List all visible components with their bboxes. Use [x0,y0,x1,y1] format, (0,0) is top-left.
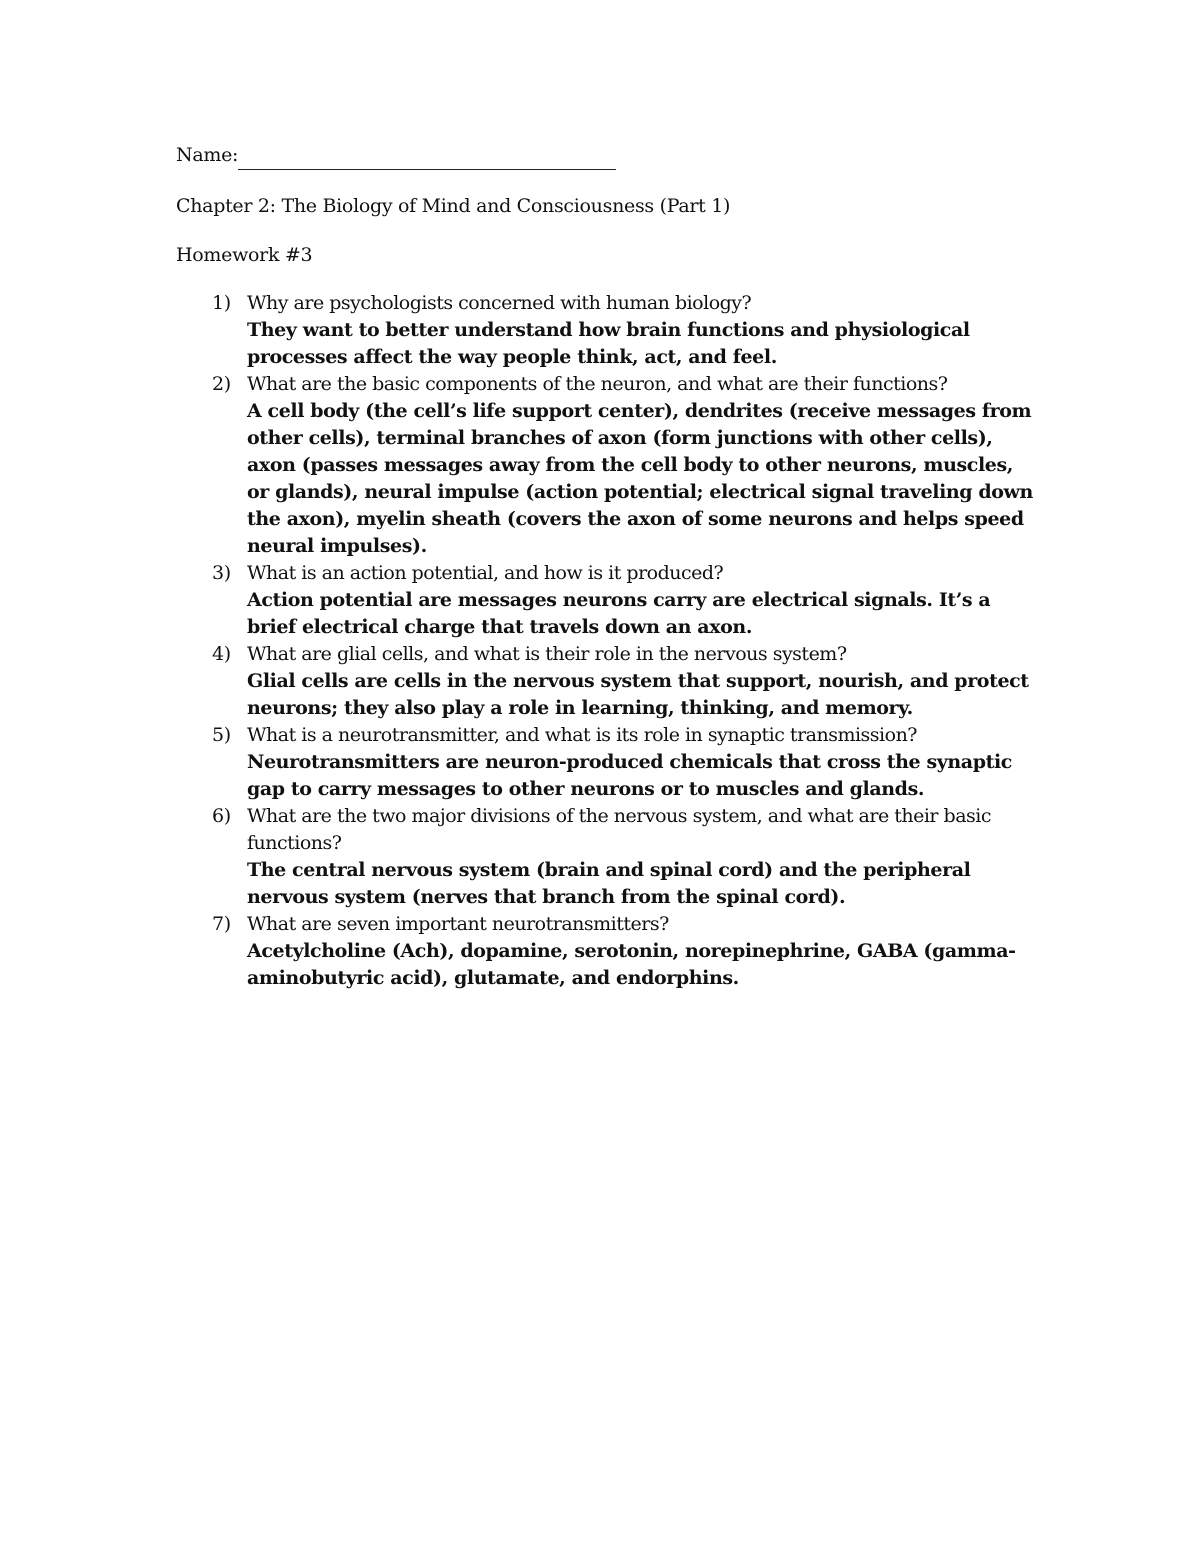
answer-text: Neurotransmitters are neuron-produced chemicals that cross the synaptic gap to carry messages to other neurons or to muscles and glands. [247,751,1012,800]
answer-text: A cell body (the cell’s life support center), dendrites (receive messages from other cells), terminal branches of axon (form junctions with other cells), axon (passes messages away from the cell body to other neurons, muscles, or glands), neural impulse (action potential; electrical signal traveling down the axon), myelin sheath (covers the axon of some neurons and helps speed neural impulses). [247,400,1033,557]
question-text: What are the basic components of the neuron, and what are their functions? [247,373,948,395]
name-label: Name: [176,144,239,166]
question-text: Why are psychologists concerned with human biology? [247,292,752,314]
question-number: 1) [212,292,231,314]
question-number: 6) [212,805,231,827]
answer-text: Glial cells are cells in the nervous system that support, nourish, and protect neurons; they also play a role in learning, thinking, and memory. [247,670,1029,719]
question-text: What are the two major divisions of the nervous system, and what are their basic functions? [247,805,992,854]
answer-text: They want to better understand how brain functions and physiological processes affect the way people think, act, and feel. [247,319,970,368]
question-item-4 [176,641,1037,722]
question-item-7 [176,911,1037,992]
homework-page [176,140,1036,992]
question-number: 2) [212,373,231,395]
name-blank-line [238,147,616,170]
question-text: What are glial cells, and what is their role in the nervous system? [247,643,847,665]
question-number: 3) [212,562,231,584]
question-item-5 [176,722,1037,803]
question-text: What are seven important neurotransmitters? [247,913,669,935]
question-number: 4) [212,643,231,665]
question-item-3 [176,560,1037,641]
homework-label: Homework #3 [176,244,313,266]
question-text: What is a neurotransmitter, and what is its role in synaptic transmission? [247,724,917,746]
answer-text: Acetylcholine (Ach), dopamine, serotonin, norepinephrine, GABA (gamma-aminobutyric acid), glutamate, and endorphins. [247,940,1016,989]
question-number: 7) [212,913,231,935]
question-number: 5) [212,724,231,746]
question-text: What is an action potential, and how is it produced? [247,562,724,584]
question-item-2 [176,371,1037,560]
question-item-6 [176,803,1037,911]
chapter-title: Chapter 2: The Biology of Mind and Consciousness (Part 1) [176,195,731,217]
question-list [176,290,1036,992]
answer-text: The central nervous system (brain and spinal cord) and the peripheral nervous system (nerves that branch from the spinal cord). [247,859,971,908]
name-field-row [176,140,1036,170]
answer-text: Action potential are messages neurons carry are electrical signals. It’s a brief electrical charge that travels down an axon. [247,589,991,638]
question-item-1 [176,290,1037,371]
